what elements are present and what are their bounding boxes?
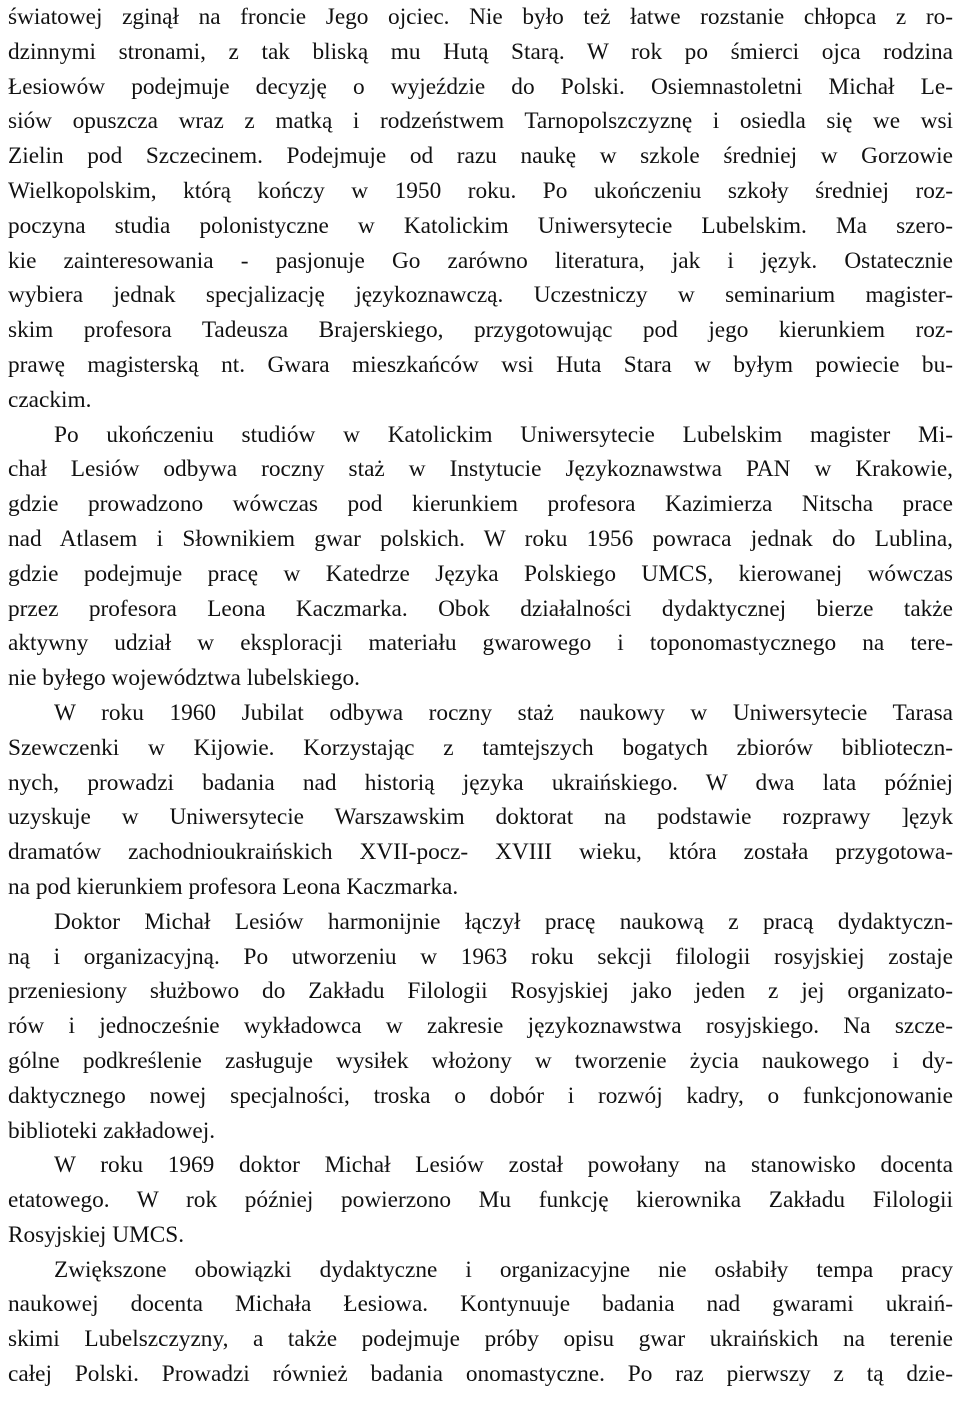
text-line: Łesiowów podejmuje decyzję o wyjeździe do Polski. Osiemnastoletni Michał Le- — [8, 73, 953, 100]
text-line: rów i jednocześnie wykładowca w zakresie językoznawstwa rosyjskiego. Na szcze- — [8, 1013, 953, 1040]
paragraph-3 — [8, 696, 953, 905]
text-line: Szewczenki w Kijowie. Korzystając z tamtejszych bogatych zbiorów biblioteczn- — [8, 734, 953, 761]
text-line: Rosyjskiej UMCS. — [8, 1221, 185, 1248]
text-line: dzinnymi stronami, z tak bliską mu Hutą Starą. W rok po śmierci ojca rodzina — [8, 38, 953, 65]
text-line: skimi Lubelszczyzny, a także podejmuje próby opisu gwar ukraińskich na terenie — [8, 1326, 953, 1353]
text-line: uzyskuje w Uniwersytecie Warszawskim doktorat na podstawie rozprawy ]ęzyk — [8, 804, 953, 831]
paragraph-1 — [8, 0, 953, 418]
text-line: przez profesora Leona Kaczmarka. Obok działalności dydaktycznej bierze także — [8, 595, 953, 622]
text-line: wybiera jednak specjalizację językoznawczą. Uczestniczy w seminarium magister- — [8, 282, 953, 309]
text-line: gdzie podejmuje pracę w Katedrze Języka Polskiego UMCS, kierowanej wówczas — [8, 560, 953, 587]
paragraph-5 — [8, 1148, 953, 1252]
text-line: kie zainteresowania - pasjonuje Go zarówno literatura, jak i język. Ostatecznie — [8, 247, 953, 274]
text-line: W roku 1960 Jubilat odbywa roczny staż naukowy w Uniwersytecie Tarasa — [54, 699, 953, 726]
text-line: nie byłego województwa lubelskiego. — [8, 665, 360, 692]
paragraph-4 — [8, 905, 953, 1149]
paragraph-2 — [8, 418, 953, 696]
text-line: aktywny udział w eksploracji materiału gwarowego i toponomastycznego na tere- — [8, 630, 953, 657]
text-line: gdzie prowadzono wówczas pod kierunkiem profesora Kazimierza Nitscha prace — [8, 491, 953, 518]
text-line: chał Lesiów odbywa roczny staż w Instytucie Językoznawstwa PAN w Krakowie, — [8, 456, 953, 483]
text-line: ną i organizacyjną. Po utworzeniu w 1963 roku sekcji filologii rosyjskiej zostaje — [8, 943, 953, 970]
text-line: nych, prowadzi badania nad historią języka ukraińskiego. W dwa lata później — [8, 769, 953, 796]
text-line: dramatów zachodnioukraińskich XVII-pocz- XVIII wieku, która została przygotowa- — [8, 839, 953, 866]
text-line: etatowego. W rok później powierzono Mu funkcję kierownika Zakładu Filologii — [8, 1187, 953, 1214]
text-line: biblioteki zakładowej. — [8, 1117, 216, 1144]
text-line: przeniesiony służbowo do Zakładu Filologii Rosyjskiej jako jeden z jej organizato- — [8, 978, 953, 1005]
text-line: Po ukończeniu studiów w Katolickim Uniwersytecie Lubelskim magister Mi- — [54, 421, 953, 448]
text-line: Zielin pod Szczecinem. Podejmuje od razu naukę w szkole średniej w Gorzowie — [8, 143, 953, 170]
text-line: naukowej docenta Michała Łesiowa. Kontynuuje badania nad gwarami ukraiń- — [8, 1291, 953, 1318]
text-line: gólne podkreślenie zasługuje wysiłek włożony w tworzenie życia naukowego i dy- — [8, 1047, 953, 1074]
text-line: Doktor Michał Lesiów harmonijnie łączył pracę naukową z pracą dydaktyczn- — [54, 908, 953, 935]
text-line: siów opuszcza wraz z matką i rodzeństwem Tarnopolszczyznę i osiedla się we wsi — [8, 108, 953, 135]
text-line: całej Polski. Prowadzi również badania onomastyczne. Po raz pierwszy z tą dzie- — [8, 1361, 953, 1388]
text-line: W roku 1969 doktor Michał Lesiów został powołany na stanowisko docenta — [54, 1152, 953, 1179]
text-line: prawę magisterską nt. Gwara mieszkańców wsi Huta Stara w byłym powiecie bu- — [8, 351, 953, 378]
text-line: czackim. — [8, 386, 92, 413]
text-line: poczyna studia polonistyczne w Katolickim Uniwersytecie Lubelskim. Ma szero- — [8, 212, 953, 239]
text-line: skim profesora Tadeusza Brajerskiego, przygotowując pod jego kierunkiem roz- — [8, 317, 953, 344]
paragraph-6 — [8, 1253, 953, 1392]
text-line: Zwiększone obowiązki dydaktyczne i organizacyjne nie osłabiły tempa pracy — [54, 1256, 953, 1283]
text-line: daktycznego nowej specjalności, troska o dobór i rozwój kadry, o funkcjonowanie — [8, 1082, 953, 1109]
text-line: nad Atlasem i Słownikiem gwar polskich. W roku 1956 powraca jednak do Lublina, — [8, 525, 953, 552]
text-line: na pod kierunkiem profesora Leona Kaczmarka. — [8, 873, 459, 900]
text-line: Wielkopolskim, którą kończy w 1950 roku. Po ukończeniu szkoły średniej roz- — [8, 177, 953, 204]
text-line: światowej zginął na froncie Jego ojciec. Nie było też łatwe rozstanie chłopca z ro- — [8, 4, 953, 30]
